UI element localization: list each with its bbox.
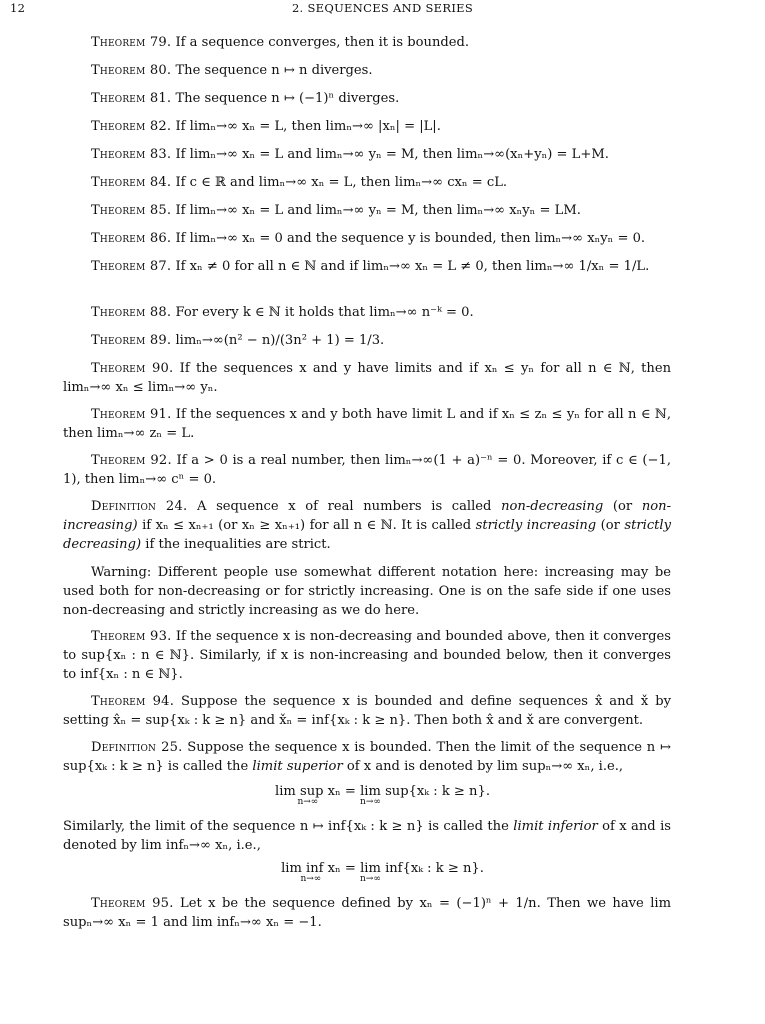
theorem-text: If limₙ→∞ xₙ = L and limₙ→∞ yₙ = M, then limₙ→∞(xₙ+yₙ) = L+M. bbox=[175, 147, 609, 162]
theorem-text: If a sequence converges, then it is bounded. bbox=[175, 35, 470, 50]
theorem-80 bbox=[63, 61, 671, 80]
theorem-text: If limₙ→∞ xₙ = L and limₙ→∞ yₙ = M, then limₙ→∞ xₙyₙ = LM. bbox=[175, 203, 581, 218]
theorem-label: Theorem 84. bbox=[91, 175, 172, 190]
limit-subscript: n→∞ bbox=[297, 797, 319, 807]
theorem-label: Theorem 94. bbox=[91, 694, 175, 709]
limit-subscript: n→∞ bbox=[360, 874, 381, 884]
theorem-text: If the sequences x and y both have limit L and if xₙ ≤ zₙ ≤ yₙ for all n ∈ ℕ, then limₙ→∞ zₙ = L. bbox=[63, 407, 671, 441]
lim-operator: lim bbox=[360, 784, 381, 799]
theorem-label: Theorem 81. bbox=[91, 91, 172, 106]
liminf-equation bbox=[0, 861, 765, 884]
theorem-92 bbox=[63, 451, 671, 489]
theorem-89 bbox=[63, 331, 671, 350]
theorem-text: If xₙ ≠ 0 for all n ∈ ℕ and if limₙ→∞ xₙ = L ≠ 0, then limₙ→∞ 1/xₙ = 1/L. bbox=[175, 259, 650, 274]
theorem-87 bbox=[63, 257, 671, 276]
theorem-93 bbox=[63, 627, 671, 684]
limsup-equation bbox=[0, 784, 765, 807]
definition-label: Definition 25. bbox=[91, 740, 183, 755]
theorem-90 bbox=[63, 359, 671, 397]
page-number: 12 bbox=[10, 1, 26, 15]
theorem-86 bbox=[63, 229, 671, 248]
theorem-label: Theorem 92. bbox=[91, 453, 172, 468]
theorem-91 bbox=[63, 405, 671, 443]
equation-rhs: inf{xₖ : k ≥ n}. bbox=[385, 861, 484, 876]
theorem-text: If limₙ→∞ xₙ = L, then limₙ→∞ |xₙ| = |L|. bbox=[175, 119, 441, 134]
equation-lhs: lim inf xₙ bbox=[281, 861, 341, 876]
definition-25-continued bbox=[63, 817, 671, 855]
theorem-text: If c ∈ ℝ and limₙ→∞ xₙ = L, then limₙ→∞ cxₙ = cL. bbox=[175, 175, 508, 190]
theorem-79 bbox=[63, 33, 671, 52]
warning-paragraph bbox=[63, 563, 671, 620]
definition-text: (or bbox=[600, 518, 620, 533]
equals-sign: = bbox=[344, 784, 356, 799]
theorem-label: Theorem 90. bbox=[91, 361, 174, 376]
theorem-label: Theorem 80. bbox=[91, 63, 172, 78]
theorem-text: Suppose the sequence x is bounded and define sequences x̂ and x̌ by setting x̂ₙ = sup{xₖ : k ≥ n} and x̌ₙ = inf{xₖ : k ≥ n}. Then both x̂ and x̌ are convergent. bbox=[63, 694, 671, 728]
term: limit superior bbox=[252, 759, 343, 774]
definition-text: if xₙ ≤ xₙ₊₁ (or xₙ ≥ xₙ₊₁) for all n ∈ ℕ. It is called bbox=[142, 518, 472, 533]
theorem-label: Theorem 79. bbox=[91, 35, 172, 50]
theorem-text: The sequence n ↦ (−1)ⁿ diverges. bbox=[175, 91, 400, 106]
theorem-text: If limₙ→∞ xₙ = 0 and the sequence y is bounded, then limₙ→∞ xₙyₙ = 0. bbox=[175, 231, 646, 246]
definition-25 bbox=[63, 738, 671, 776]
limit-subscript: n→∞ bbox=[300, 874, 322, 884]
theorem-text: For every k ∈ ℕ it holds that limₙ→∞ n⁻ᵏ = 0. bbox=[175, 305, 474, 320]
theorem-label: Theorem 93. bbox=[91, 629, 172, 644]
definition-text: A sequence x of real numbers is called bbox=[197, 499, 492, 514]
definition-text: if the inequalities are strict. bbox=[145, 537, 331, 552]
definition-text: Similarly, the limit of the sequence n ↦ inf{xₖ : k ≥ n} is called the bbox=[63, 819, 509, 834]
definition-text: (or bbox=[612, 499, 633, 514]
theorem-88 bbox=[63, 303, 671, 322]
term: strictly increasing bbox=[475, 518, 597, 533]
theorem-label: Theorem 87. bbox=[91, 259, 172, 274]
theorem-label: Theorem 89. bbox=[91, 333, 172, 348]
theorem-text: If a > 0 is a real number, then limₙ→∞(1 + a)⁻ⁿ = 0. Moreover, if c ∈ (−1, 1), then limₙ→∞ cⁿ = 0. bbox=[63, 453, 671, 487]
theorem-label: Theorem 88. bbox=[91, 305, 172, 320]
theorem-label: Theorem 91. bbox=[91, 407, 172, 422]
theorem-95 bbox=[63, 894, 671, 932]
theorem-94 bbox=[63, 692, 671, 730]
running-header: 2. SEQUENCES AND SERIES bbox=[291, 1, 474, 15]
equals-sign: = bbox=[344, 861, 356, 876]
term: strictly decreasing) bbox=[63, 518, 672, 552]
term: non-increasing) bbox=[63, 499, 672, 533]
definition-text: of x and is denoted by lim infₙ→∞ xₙ, i.e., bbox=[63, 819, 671, 853]
theorem-text: limₙ→∞(n² − n)/(3n² + 1) = 1/3. bbox=[175, 333, 385, 348]
theorem-label: Theorem 86. bbox=[91, 231, 172, 246]
term: limit inferior bbox=[513, 819, 598, 834]
warning-text: Warning: Different people use somewhat different notation here: increasing may be used both for non-decreasing or for strictly increasing. One is on the safe side if one uses non-decreasing and strictly increasing as we do here. bbox=[63, 565, 671, 618]
lim-operator: lim bbox=[360, 861, 381, 876]
equation-lhs: lim sup xₙ bbox=[275, 784, 341, 799]
definition-text: of x and is denoted by lim supₙ→∞ xₙ, i.e., bbox=[346, 759, 624, 774]
theorem-label: Theorem 85. bbox=[91, 203, 172, 218]
theorem-label: Theorem 82. bbox=[91, 119, 172, 134]
definition-label: Definition 24. bbox=[91, 499, 188, 514]
term: non-decreasing bbox=[501, 499, 604, 514]
theorem-text: The sequence n ↦ n diverges. bbox=[175, 63, 373, 78]
theorem-text: If the sequence x is non-decreasing and bounded above, then it converges to sup{xₙ : n ∈ ℕ}. Similarly, if x is non-increasing and bounded below, then it converges to inf{xₙ : n ∈ ℕ}. bbox=[63, 629, 671, 682]
limit-subscript: n→∞ bbox=[360, 797, 381, 807]
definition-text: Suppose the sequence x is bounded. Then the limit of the sequence n ↦ sup{xₖ : k ≥ n} is called the bbox=[63, 740, 671, 774]
theorem-85 bbox=[63, 201, 671, 220]
theorem-text: Let x be the sequence defined by xₙ = (−1)ⁿ + 1/n. Then we have lim supₙ→∞ xₙ = 1 and lim infₙ→∞ xₙ = −1. bbox=[63, 896, 672, 930]
equation-rhs: sup{xₖ : k ≥ n}. bbox=[385, 784, 490, 799]
theorem-83 bbox=[63, 145, 671, 164]
theorem-82 bbox=[63, 117, 671, 136]
theorem-text: If the sequences x and y have limits and if xₙ ≤ yₙ for all n ∈ ℕ, then limₙ→∞ xₙ ≤ limₙ→∞ yₙ. bbox=[63, 361, 672, 395]
theorem-label: Theorem 95. bbox=[91, 896, 174, 911]
definition-24 bbox=[63, 497, 671, 554]
theorem-label: Theorem 83. bbox=[91, 147, 172, 162]
theorem-84 bbox=[63, 173, 671, 192]
theorem-81 bbox=[63, 89, 671, 108]
